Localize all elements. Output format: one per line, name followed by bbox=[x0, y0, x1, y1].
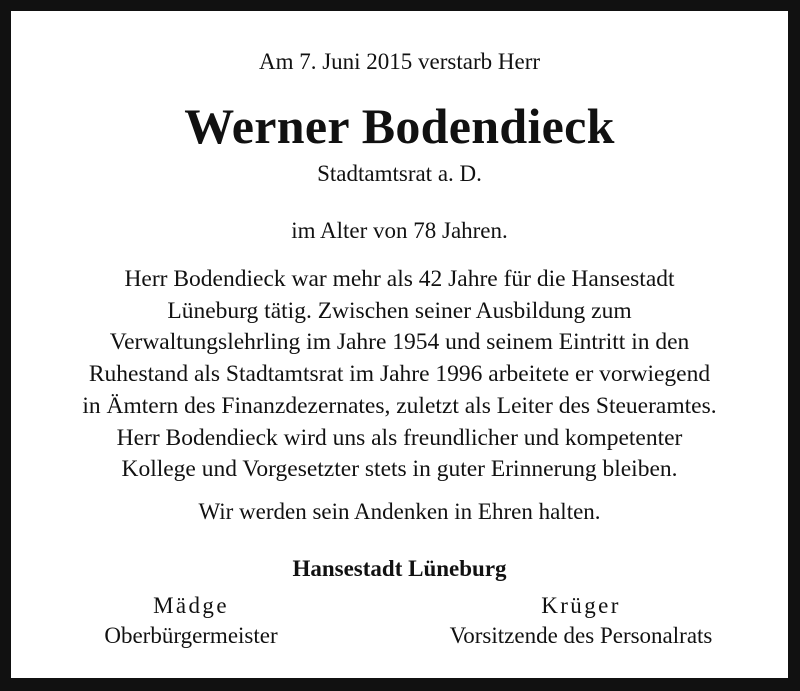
signatory-left bbox=[71, 593, 311, 649]
signatory-name: Krüger bbox=[541, 593, 621, 618]
tribute-line: Herr Bodendieck wird uns als freundlicher und kompetenter bbox=[116, 424, 683, 451]
signatory-role: Oberbürgermeister bbox=[104, 623, 278, 648]
tribute-line: Lüneburg tätig. Zwischen seiner Ausbildung zum bbox=[167, 297, 632, 324]
tribute-line: Ruhestand als Stadtamtsrat im Jahre 1996 arbeitete er vorwiegend bbox=[88, 361, 711, 388]
deceased-title: Stadtamtsrat a. D. bbox=[317, 161, 482, 186]
organization-name: Hansestadt Lüneburg bbox=[292, 556, 507, 581]
signatory-name: Mädge bbox=[153, 593, 229, 618]
intro-text: Am 7. Juni 2015 verstarb Herr bbox=[258, 49, 541, 74]
closing-text: Wir werden sein Andenken in Ehren halten. bbox=[198, 499, 601, 524]
tribute-paragraph bbox=[11, 264, 788, 486]
tribute-line: Kollege und Vorgesetzter stets in guter Erinnerung bleiben. bbox=[121, 456, 678, 483]
signatory-role: Vorsitzende des Personalrats bbox=[449, 623, 713, 648]
deceased-name: Werner Bodendieck bbox=[184, 98, 615, 154]
tribute-line: in Ämtern des Finanzdezernates, zuletzt als Leiter des Steueramtes. bbox=[82, 392, 717, 419]
tribute-line: Herr Bodendieck war mehr als 42 Jahre für die Hansestadt bbox=[124, 266, 675, 292]
age-text: im Alter von 78 Jahren. bbox=[291, 218, 508, 243]
tribute-line: Verwaltungslehrling im Jahre 1954 und seinem Eintritt in den bbox=[109, 329, 690, 356]
signatory-right bbox=[411, 593, 751, 649]
